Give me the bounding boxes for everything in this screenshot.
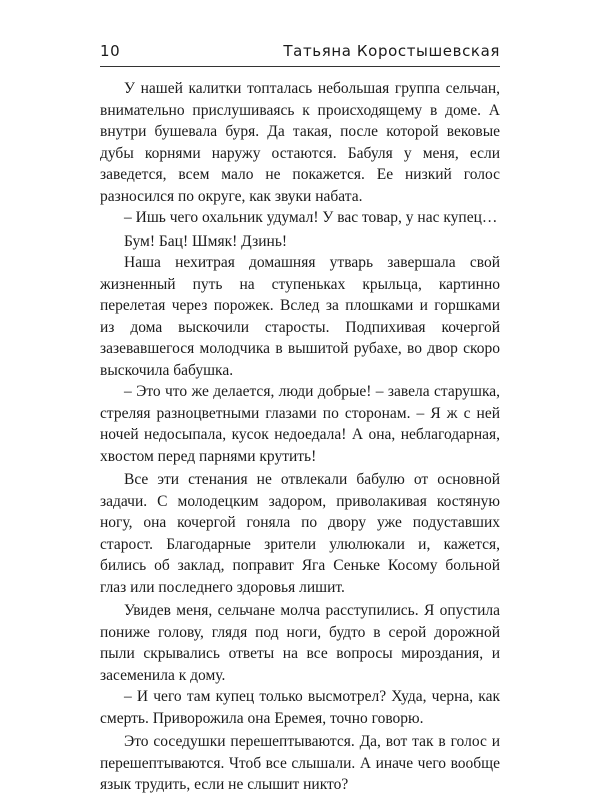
- paragraph: Это соседушки перешептываются. Да, вот так в голос и перешептываются. Чтоб все слышали. А иначе чего вообще язык трудить, если не слышит никто?: [100, 733, 500, 793]
- page-header: [100, 42, 500, 66]
- paragraph: У нашей калитки топталась небольшая группа сельчан, внимательно прислушиваясь к происходящему в доме. А внутри бушевала буря. Да такая, после которой вековые дубы корнями наружу остаются. Бабуля у меня, если заведется, всем мало не покажется. Ее низкий голос разносился по округе, как звуки набата.: [100, 80, 500, 205]
- page-number: 10: [100, 42, 121, 60]
- paragraph: Увидев меня, сельчане молча расступились. Я опустила пониже голову, глядя под ноги, будто в серой дорожной пыли скрывались ответы на все вопросы мироздания, и засеменила к дому.: [100, 602, 500, 684]
- paragraph: Все эти стенания не отвлекали бабулю от основной задачи. С молодецким задором, приволакивая костяную ногу, она кочергой гоняла по двору уже подуставших старост. Благодарные зрители улюлюкали и, кажется, бились об заклад, поправит Яга Сеньке Косому больной глаз или последнего здоровья лишит.: [100, 471, 500, 596]
- paragraph: Наша нехитрая домашняя утварь завершала свой жизненный путь на ступеньках крыльца, картинно перелетая через порожек. Вслед за плошками и горшками из дома выскочили старосты. Подпихивая кочергой зазевавшегося молодчика в вышитой рубахе, во двор скоро выскочила бабушка.: [100, 254, 500, 379]
- paragraph: – Ишь чего охальник удумал! У вас товар, у нас купец…: [124, 209, 498, 226]
- paragraph: – И чего там купец только высмотрел? Худа, черна, как смерть. Приворожила она Еремея, точно говорю.: [100, 688, 500, 727]
- paragraph: – Это что же делается, люди добрые! – завела старушка, стреляя разноцветными глазами по сторонам. – Я ж с ней ночей недосыпала, кусок недоедала! А она, неблагодарная, хвостом перед парнями крутить!: [100, 383, 500, 465]
- paragraph: Бум! Бац! Шмяк! Дзинь!: [124, 232, 288, 250]
- header-rule: [100, 66, 500, 67]
- body-text: [100, 78, 500, 796]
- running-title: Татьяна Коростышевская: [283, 42, 500, 60]
